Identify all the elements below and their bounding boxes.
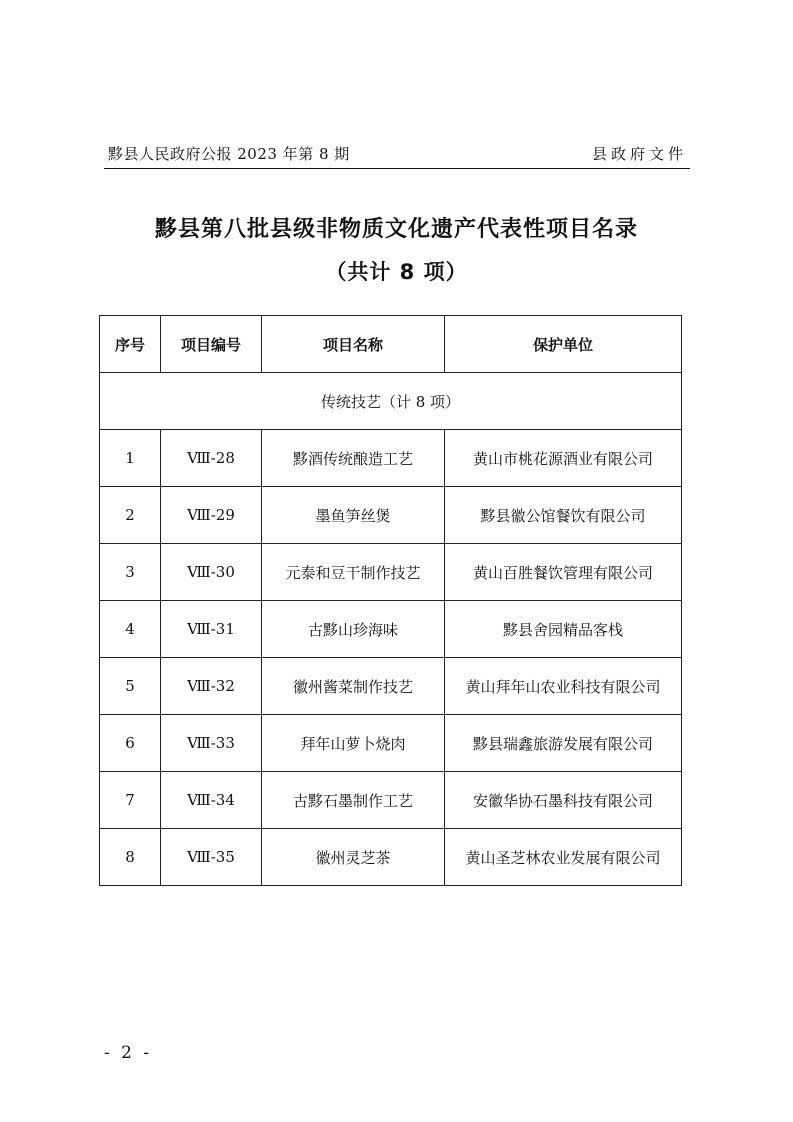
column-header-unit: 保护单位 (445, 316, 682, 373)
row-code: Ⅷ-33 (161, 715, 262, 772)
row-unit: 黄山百胜餐饮管理有限公司 (445, 544, 682, 601)
row-name: 墨鱼笋丝煲 (262, 487, 445, 544)
row-code: Ⅷ-35 (161, 829, 262, 886)
row-name: 古黟山珍海味 (262, 601, 445, 658)
row-unit: 黄山圣芝林农业发展有限公司 (445, 829, 682, 886)
table-row (100, 487, 682, 544)
row-code: Ⅷ-32 (161, 658, 262, 715)
table-row (100, 829, 682, 886)
table-row (100, 772, 682, 829)
row-unit: 安徽华协石墨科技有限公司 (445, 772, 682, 829)
row-name: 徽州灵芝茶 (262, 829, 445, 886)
document-title: 黟县第八批县级非物质文化遗产代表性项目名录 (154, 217, 638, 242)
row-number: 5 (100, 658, 161, 715)
bulletin-header-section: 县政府文件 (591, 145, 687, 163)
row-name: 徽州酱菜制作技艺 (262, 658, 445, 715)
row-unit: 黄山拜年山农业科技有限公司 (445, 658, 682, 715)
row-unit: 黟县徽公馆餐饮有限公司 (445, 487, 682, 544)
row-name: 元泰和豆干制作技艺 (262, 544, 445, 601)
row-number: 8 (100, 829, 161, 886)
page-number: - 2 - (104, 1043, 153, 1063)
bulletin-header-title: 黟县人民政府公报 2023 年第 8 期 (108, 145, 350, 163)
row-number: 7 (100, 772, 161, 829)
heritage-table (99, 315, 682, 886)
row-unit: 黟县舍园精品客栈 (445, 601, 682, 658)
row-name: 拜年山萝卜烧肉 (262, 715, 445, 772)
category-row (100, 373, 682, 430)
row-number: 3 (100, 544, 161, 601)
row-unit: 黄山市桃花源酒业有限公司 (445, 430, 682, 487)
document-subtitle: （共计 8 项） (325, 260, 468, 284)
table-row (100, 544, 682, 601)
table-row (100, 601, 682, 658)
row-name: 古黟石墨制作工艺 (262, 772, 445, 829)
row-number: 1 (100, 430, 161, 487)
row-unit: 黟县瑞鑫旅游发展有限公司 (445, 715, 682, 772)
header-divider (104, 168, 690, 169)
column-header-name: 项目名称 (262, 316, 445, 373)
table-header-row (100, 316, 682, 373)
table-row (100, 430, 682, 487)
row-code: Ⅷ-28 (161, 430, 262, 487)
row-code: Ⅷ-29 (161, 487, 262, 544)
table-row (100, 658, 682, 715)
row-code: Ⅷ-30 (161, 544, 262, 601)
row-code: Ⅷ-34 (161, 772, 262, 829)
row-number: 6 (100, 715, 161, 772)
row-number: 4 (100, 601, 161, 658)
row-name: 黟酒传统酿造工艺 (262, 430, 445, 487)
category-label: 传统技艺（计 8 项） (100, 373, 682, 430)
row-number: 2 (100, 487, 161, 544)
column-header-code: 项目编号 (161, 316, 262, 373)
table-row (100, 715, 682, 772)
row-code: Ⅷ-31 (161, 601, 262, 658)
column-header-number: 序号 (100, 316, 161, 373)
